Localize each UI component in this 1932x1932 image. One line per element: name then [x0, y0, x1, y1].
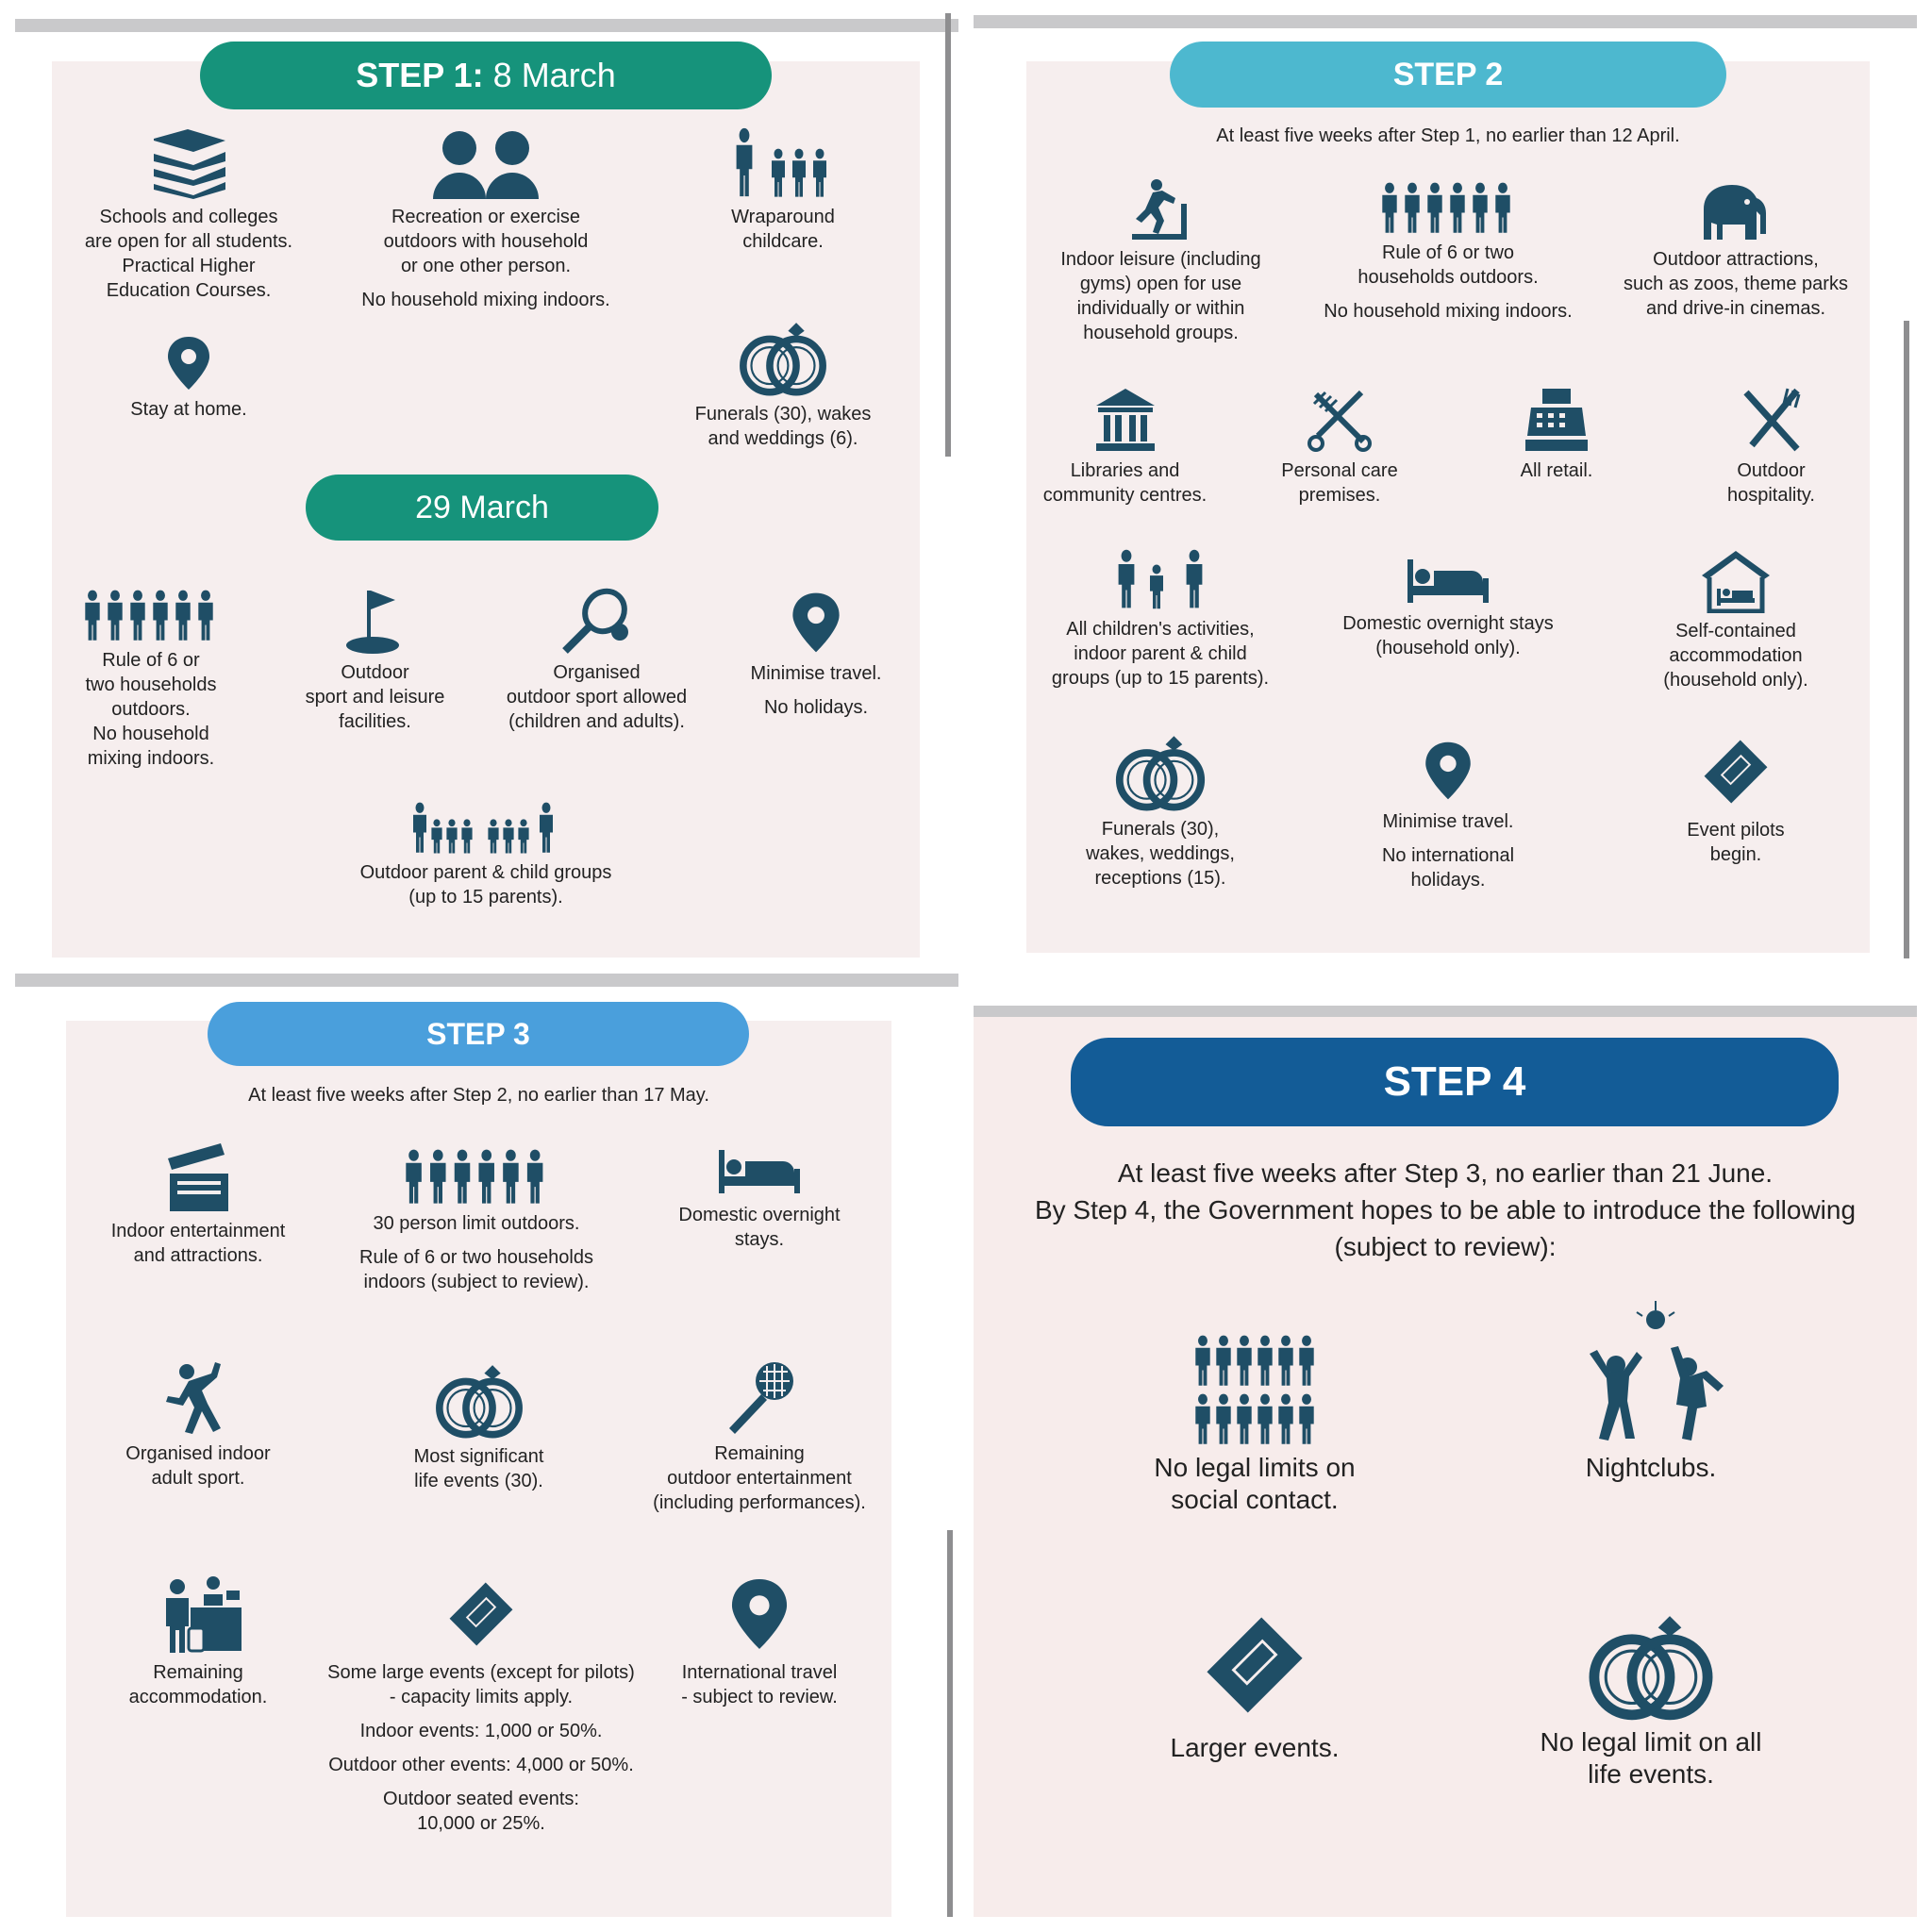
item-line: Event pilots [1687, 820, 1785, 841]
tennis-racket-icon [559, 587, 635, 655]
step2-banner [1170, 42, 1726, 108]
step2-item-self-contained [1637, 549, 1835, 692]
item-line: groups (up to 15 parents). [1051, 668, 1270, 689]
item-line: such as zoos, theme parks [1624, 274, 1848, 294]
step4-intro [981, 1155, 1909, 1265]
item-line: Remaining [714, 1443, 805, 1464]
item-line: social contact. [1171, 1485, 1339, 1514]
treadmill-icon [1128, 177, 1194, 242]
step2-item-libraries [1033, 387, 1217, 508]
crowd-icon [1191, 1335, 1319, 1446]
item-extra: No international holidays. [1381, 845, 1515, 891]
item-line: Practical Higher [122, 256, 256, 276]
item-line: Funerals (30), wakes [694, 404, 872, 425]
item-extra: No household mixing indoors. [1324, 301, 1573, 322]
microphone-icon [720, 1358, 799, 1436]
step1-title-bold: STEP 1: [356, 56, 484, 94]
item-line: household groups. [1083, 323, 1239, 343]
item-line: or one other person. [400, 256, 572, 276]
item-line: Some large events (except for pilots) [327, 1662, 635, 1683]
step4-item-nightclubs [1528, 1297, 1774, 1484]
rings-icon [1585, 1613, 1717, 1721]
cash-register-icon [1524, 387, 1590, 453]
books-icon [146, 127, 231, 199]
step2-item-indoor-leisure [1045, 177, 1276, 345]
six-people-icon [1373, 182, 1524, 235]
m29-item-parent-child-groups [335, 802, 637, 909]
item-line: life events. [1588, 1759, 1714, 1789]
item-line: and drive-in cinemas. [1645, 298, 1826, 319]
ticket-icon [1193, 1604, 1316, 1726]
item-line: childcare. [742, 231, 824, 252]
item-line: Stay at home. [130, 399, 247, 420]
step2-title: STEP 2 [1392, 57, 1504, 92]
clapperboard-icon [164, 1141, 232, 1213]
item-line: Organised [553, 662, 641, 683]
item-line: Libraries and [1070, 460, 1180, 481]
step2-item-event-pilots [1641, 731, 1830, 867]
location-pin-icon [790, 590, 842, 656]
item-line: (including performances). [653, 1492, 866, 1513]
item-line: Outdoor [341, 662, 409, 683]
item-extra: No holidays. [763, 697, 869, 718]
middle-left-divider [15, 974, 958, 987]
step3-item-large-events [311, 1574, 651, 1836]
march29-banner [306, 475, 658, 541]
scroll-line [945, 13, 951, 457]
item-line: International travel [681, 1662, 838, 1683]
item-line: life events (30). [414, 1471, 543, 1491]
top-right-divider [974, 15, 1917, 28]
step1-item-recreation [330, 127, 641, 312]
item-line: (up to 15 parents). [408, 887, 563, 908]
item-line: adult sport. [151, 1468, 245, 1489]
rings-icon [1113, 734, 1208, 811]
reception-desk-icon [153, 1574, 243, 1655]
item-line: Indoor leisure (including [1060, 249, 1261, 270]
item-extra: Outdoor other events: 4,000 or 50%. [328, 1755, 634, 1775]
m29-item-outdoor-sport [274, 587, 476, 734]
item-line: stays. [734, 1229, 785, 1250]
step2-item-outdoor-hospitality [1679, 387, 1863, 508]
golf-flag-icon [342, 587, 408, 655]
item-extra: 10,000 or 25%. [417, 1813, 545, 1834]
rings-icon [432, 1363, 526, 1439]
step2-item-outdoor-attractions [1608, 177, 1863, 321]
intro-line: (subject to review): [1334, 1232, 1557, 1261]
item-line: Education Courses. [106, 280, 272, 301]
item-line: Recreation or exercise [391, 207, 581, 227]
bed-icon [1406, 557, 1491, 606]
item-line: Domestic overnight [678, 1205, 841, 1225]
step2-item-rule-of-6 [1307, 182, 1590, 324]
dancing-people-icon [1571, 1297, 1731, 1446]
item-line: outdoor entertainment [667, 1468, 852, 1489]
step1-item-childcare [660, 127, 906, 254]
step3-item-life-events [377, 1363, 580, 1493]
item-line: All children's activities, [1066, 619, 1255, 640]
item-line: Personal care [1281, 460, 1398, 481]
item-line: individually or within [1076, 298, 1245, 319]
two-people-icon [429, 127, 542, 199]
step4-item-life-events [1500, 1613, 1802, 1790]
step2-item-childrens-activities [1038, 549, 1283, 691]
library-icon [1094, 387, 1157, 453]
family-icon [731, 127, 835, 199]
item-line: sport and leisure [305, 687, 445, 708]
ticket-icon [439, 1574, 524, 1655]
march29-title: 29 March [415, 490, 549, 525]
family-icon [1113, 549, 1208, 611]
step2-item-retail [1472, 387, 1641, 483]
ticket-icon [1693, 731, 1778, 812]
intro-line: At least five weeks after Step 3, no earlier than 21 June. [1117, 1158, 1774, 1188]
six-people-icon [80, 590, 222, 642]
rings-icon [736, 321, 830, 396]
step3-banner [208, 1002, 749, 1066]
item-extra: Outdoor seated events: [383, 1789, 579, 1809]
elephant-icon [1698, 177, 1774, 242]
bed-icon [717, 1146, 802, 1197]
step3-item-outdoor-entertainment [641, 1358, 877, 1515]
scissors-comb-icon [1307, 387, 1373, 453]
item-line: Organised indoor [125, 1443, 271, 1464]
step1-title-date: 8 March [492, 56, 616, 94]
item-line: 30 person limit outdoors. [373, 1213, 580, 1234]
location-pin-icon [1423, 738, 1474, 804]
step3-item-indoor-entertainment [94, 1141, 302, 1268]
step3-subtitle: At least five weeks after Step 2, no earlier than 17 May. [248, 1085, 709, 1106]
item-extra: Rule of 6 or two households indoors (subject to review). [359, 1247, 593, 1292]
item-line: households outdoors. [1357, 267, 1539, 288]
item-line: Rule of 6 or two [1381, 242, 1515, 263]
item-line: facilities. [339, 711, 411, 732]
location-pin-icon [728, 1574, 791, 1655]
step4-item-social-contact [1113, 1335, 1396, 1516]
step2-item-funerals [1047, 734, 1274, 891]
item-line: premises. [1298, 485, 1381, 506]
step2-subtitle: At least five weeks after Step 1, no earlier than 12 April. [1216, 125, 1680, 146]
step1-item-stay-home [75, 335, 302, 422]
parent-child-groups-icon [408, 802, 564, 855]
item-extra: Indoor events: 1,000 or 50%. [359, 1721, 603, 1741]
item-line: are open for all students. [84, 231, 293, 252]
m29-item-rule-of-6 [57, 590, 245, 771]
item-line: (household only). [1375, 638, 1521, 658]
item-line: begin. [1709, 844, 1762, 865]
item-line: Rule of 6 or [102, 650, 200, 671]
item-line: and weddings (6). [708, 428, 858, 449]
item-line: outdoors. [111, 699, 191, 720]
sport-player-icon [160, 1358, 236, 1436]
item-line: Minimise travel. [750, 663, 882, 684]
item-line: Outdoor attractions, [1653, 249, 1819, 270]
item-line: two households [85, 675, 217, 695]
scroll-line [947, 1530, 953, 1917]
item-line: (household only). [1663, 670, 1808, 691]
step2-item-personal-care [1250, 387, 1429, 508]
step1-item-schools [57, 127, 321, 303]
step4-banner [1071, 1038, 1839, 1126]
step1-item-funerals [660, 321, 906, 451]
item-line: No legal limits on [1154, 1453, 1356, 1482]
item-line: Most significant [413, 1446, 544, 1467]
scroll-line [1904, 321, 1909, 958]
item-line: Funerals (30), [1101, 819, 1220, 840]
item-line: Schools and colleges [99, 207, 278, 227]
item-line: mixing indoors. [87, 748, 215, 769]
item-line: outdoor sport allowed [506, 687, 688, 708]
item-line: Indoor entertainment [110, 1221, 286, 1241]
item-line: - capacity limits apply. [389, 1687, 574, 1707]
item-line: wakes, weddings, [1086, 843, 1235, 864]
item-line: Outdoor [1737, 460, 1806, 481]
six-people-icon [396, 1149, 557, 1206]
step2-item-minimise-travel [1340, 738, 1557, 892]
item-line: (children and adults). [508, 711, 685, 732]
item-line: gyms) open for use [1079, 274, 1242, 294]
step4-title: STEP 4 [1383, 1058, 1526, 1105]
item-line: Self-contained [1675, 621, 1796, 641]
item-line: Nightclubs. [1585, 1453, 1717, 1482]
item-line: Wraparound [731, 207, 835, 227]
step3-item-international-travel [660, 1574, 858, 1709]
item-line: Larger events. [1170, 1733, 1340, 1762]
item-line: indoor parent & child [1074, 643, 1247, 664]
top-left-divider [15, 19, 958, 32]
item-line: community centres. [1042, 485, 1208, 506]
item-line: No household [92, 724, 209, 744]
item-extra: No household mixing indoors. [361, 290, 610, 310]
intro-line: By Step 4, the Government hopes to be able to introduce the following [1034, 1195, 1857, 1224]
item-line: All retail. [1520, 460, 1593, 481]
step3-item-indoor-sport [104, 1358, 292, 1491]
step3-item-remaining-accommodation [104, 1574, 292, 1709]
item-line: hospitality. [1726, 485, 1815, 506]
item-line: Remaining [153, 1662, 243, 1683]
item-line: Domestic overnight stays [1342, 613, 1554, 634]
item-line: Minimise travel. [1382, 811, 1514, 832]
m29-item-organised-sport [481, 587, 712, 734]
step3-item-overnight-stays [660, 1146, 858, 1252]
house-bed-icon [1700, 549, 1772, 613]
location-pin-icon [165, 335, 212, 391]
item-line: receptions (15). [1094, 868, 1226, 889]
item-line: Outdoor parent & child groups [359, 862, 612, 883]
item-line: accommodation. [128, 1687, 268, 1707]
knife-fork-icon [1739, 387, 1805, 453]
m29-item-minimise-travel [717, 590, 915, 720]
step1-banner [200, 42, 772, 109]
item-line: and attractions. [133, 1245, 263, 1266]
step2-item-overnight-stays [1321, 557, 1575, 660]
step4-item-larger-events [1132, 1604, 1377, 1764]
item-line: No legal limit on all [1540, 1727, 1762, 1757]
item-line: accommodation [1669, 645, 1803, 666]
step3-title: STEP 3 [426, 1017, 530, 1051]
item-line: outdoors with household [383, 231, 589, 252]
step3-item-30-person-limit [340, 1149, 613, 1294]
item-line: - subject to review. [681, 1687, 838, 1707]
